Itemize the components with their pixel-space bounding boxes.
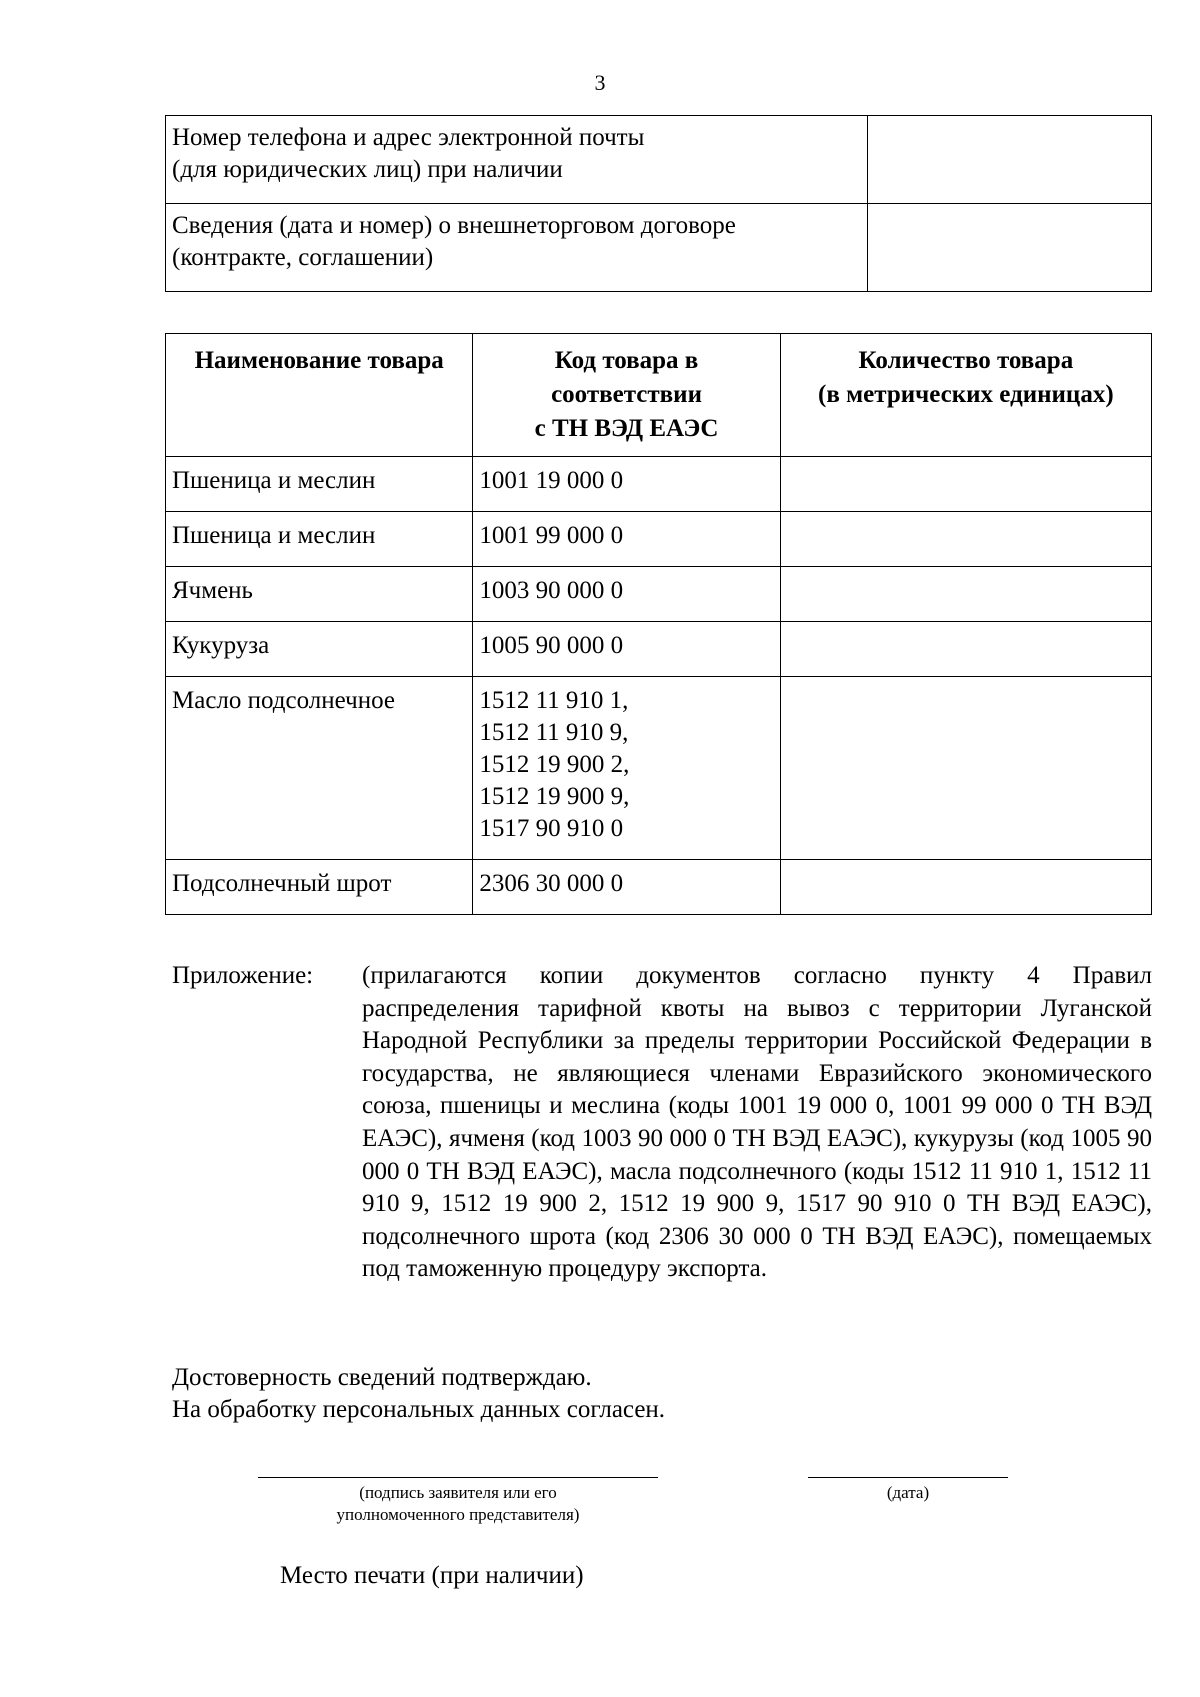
goods-name-cell: Пшеница и меслин xyxy=(166,457,473,512)
table-row xyxy=(166,457,1152,512)
goods-quantity-cell[interactable] xyxy=(780,860,1151,915)
table-row xyxy=(166,512,1152,567)
goods-code-cell: 1005 90 000 0 xyxy=(473,622,780,677)
table-row xyxy=(166,677,1152,860)
info-label-contacts: Номер телефона и адрес электронной почты (для юридических лиц) при наличии xyxy=(166,116,868,204)
goods-code-cell: 2306 30 000 0 xyxy=(473,860,780,915)
table-row xyxy=(166,860,1152,915)
goods-quantity-cell[interactable] xyxy=(780,677,1151,860)
goods-code-cell: 1003 90 000 0 xyxy=(473,567,780,622)
table-row xyxy=(166,204,1152,292)
attachment-text: (прилагаются копии документов согласно пункту 4 Правил распределения тарифной квоты на вывоз с территории Луганской Народной Республики за пределы территории Российской Федерации в государства, не являющиеся членами Евразийского экономического союза, пшеницы и меслина (коды 1001 19 000 0, 1001 99 000 0 ТН ВЭД ЕАЭС), ячменя (код 1003 90 000 0 ТН ВЭД ЕАЭС), кукурузы (код 1005 90 000 0 ТН ВЭД ЕАЭС), масла подсолнечного (коды 1512 11 910 1, 1512 11 910 9, 1512 19 900 2, 1512 19 900 9, 1517 90 910 0 ТН ВЭД ЕАЭС), подсолнечного шрота (код 2306 30 000 0 ТН ВЭД ЕАЭС), помещаемых под таможенную процедуру экспорта. xyxy=(362,962,1152,1283)
page-number: 3 xyxy=(594,70,606,95)
header-goods-code: Код товара в соответствии с ТН ВЭД ЕАЭС xyxy=(473,334,780,457)
goods-name-cell: Пшеница и меслин xyxy=(166,512,473,567)
header-goods-quantity: Количество товара (в метрических единицах) xyxy=(780,334,1151,457)
goods-name-cell: Масло подсолнечное xyxy=(166,677,473,860)
goods-code-cell: 1512 11 910 1, 1512 11 910 9, 1512 19 900 2, 1512 19 900 9, 1517 90 910 0 xyxy=(473,677,780,860)
table-row xyxy=(166,116,1152,204)
goods-quantity-cell[interactable] xyxy=(780,457,1151,512)
table-header-row xyxy=(166,334,1152,457)
confirmation-personal-data: На обработку персональных данных согласен. xyxy=(172,1396,666,1423)
goods-code-cell: 1001 99 000 0 xyxy=(473,512,780,567)
header-goods-name: Наименование товара xyxy=(166,334,473,457)
stamp-place: Место печати (при наличии) xyxy=(280,1562,584,1589)
info-label-contract: Сведения (дата и номер) о внешнеторговом договоре (контракте, соглашении) xyxy=(166,204,868,292)
info-value-contacts[interactable] xyxy=(868,116,1152,204)
goods-quantity-cell[interactable] xyxy=(780,622,1151,677)
goods-name-cell: Кукуруза xyxy=(166,622,473,677)
goods-quantity-cell[interactable] xyxy=(780,512,1151,567)
goods-quantity-cell[interactable] xyxy=(780,567,1151,622)
table-row xyxy=(166,622,1152,677)
goods-name-cell: Подсолнечный шрот xyxy=(166,860,473,915)
goods-table xyxy=(165,333,1152,915)
date-caption: (дата) xyxy=(886,1483,930,1502)
signature-caption: (подпись заявителя или его уполномоченного представителя) xyxy=(336,1483,580,1524)
signature-line[interactable] xyxy=(258,1477,658,1478)
info-value-contract[interactable] xyxy=(868,204,1152,292)
attachment-section xyxy=(172,960,1152,1286)
confirmation-block xyxy=(172,1362,665,1426)
goods-name-cell: Ячмень xyxy=(166,567,473,622)
date-line[interactable] xyxy=(808,1477,1008,1478)
applicant-info-table xyxy=(165,115,1152,292)
attachment-label: Приложение: xyxy=(172,962,314,989)
table-row xyxy=(166,567,1152,622)
goods-code-cell: 1001 19 000 0 xyxy=(473,457,780,512)
confirmation-accuracy: Достоверность сведений подтверждаю. xyxy=(172,1364,592,1391)
